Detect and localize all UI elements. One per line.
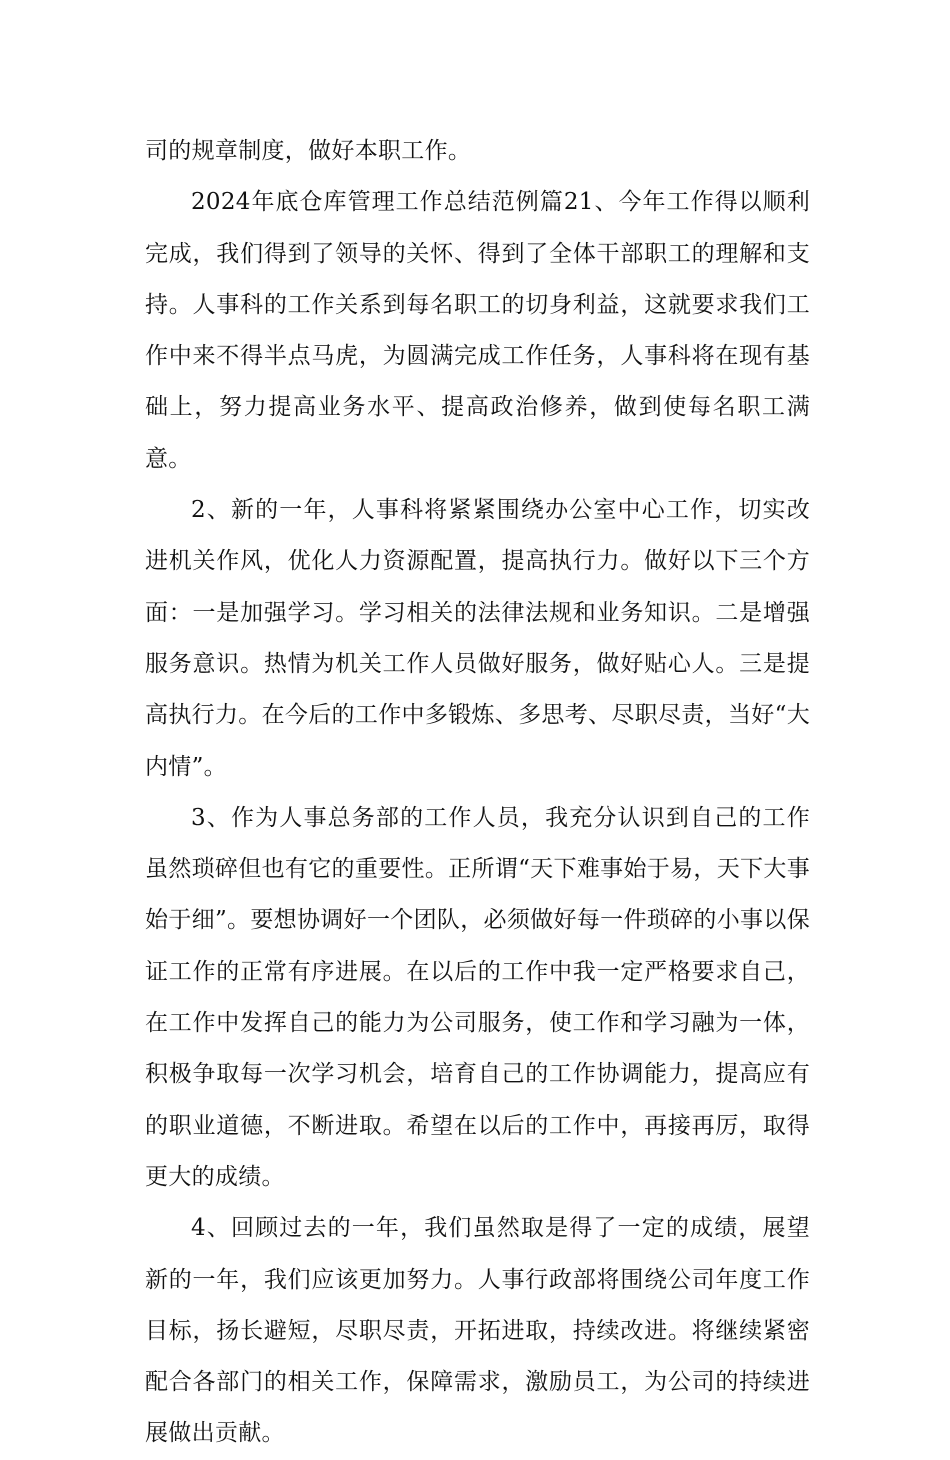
paragraph-3: 3、作为人事总务部的工作人员，我充分认识到自己的工作虽然琐碎但也有它的重要性。正所谓“天下难事始于易，天下大事始于细”。要想协调好一个团队，必须做好每一件琐碎的小事以保证工作的正常有序进展。在以后的工作中我一定严格要求自己，在工作中发挥自己的能力为公司服务，使工作和学习融为一体，积极争取每一次学习机会，培育自己的工作协调能力，提高应有的职业道德，不断进取。希望在以后的工作中，再接再厉，取得更大的成绩。 (145, 804, 810, 1190)
paragraph-1: 2024年底仓库管理工作总结范例篇21、今年工作得以顺利完成，我们得到了领导的关怀、得到了全体干部职工的理解和支持。人事科的工作关系到每名职工的切身利益，这就要求我们工作中来不得半点马虎，为圆满完成工作任务，人事科将在现有基础上，努力提高业务水平、提高政治修养，做到使每名职工满意。 (145, 189, 810, 472)
document-body (145, 126, 810, 1460)
paragraph-continuation: 司的规章制度，做好本职工作。 (145, 138, 472, 164)
paragraph-2: 2、新的一年，人事科将紧紧围绕办公室中心工作，切实改进机关作风，优化人力资源配置，提高执行力。做好以下三个方面：一是加强学习。学习相关的法律法规和业务知识。二是增强服务意识。热情为机关工作人员做好服务，做好贴心人。三是提高执行力。在今后的工作中多锻炼、多思考、尽职尽责，当好“大内情”。 (145, 497, 810, 780)
paragraph-4: 4、回顾过去的一年，我们虽然取是得了一定的成绩，展望新的一年，我们应该更加努力。人事行政部将围绕公司年度工作目标，扬长避短，尽职尽责，开拓进取，持续改进。将继续紧密配合各部门的相关工作，保障需求，激励员工，为公司的持续进展做出贡献。 (145, 1215, 810, 1447)
